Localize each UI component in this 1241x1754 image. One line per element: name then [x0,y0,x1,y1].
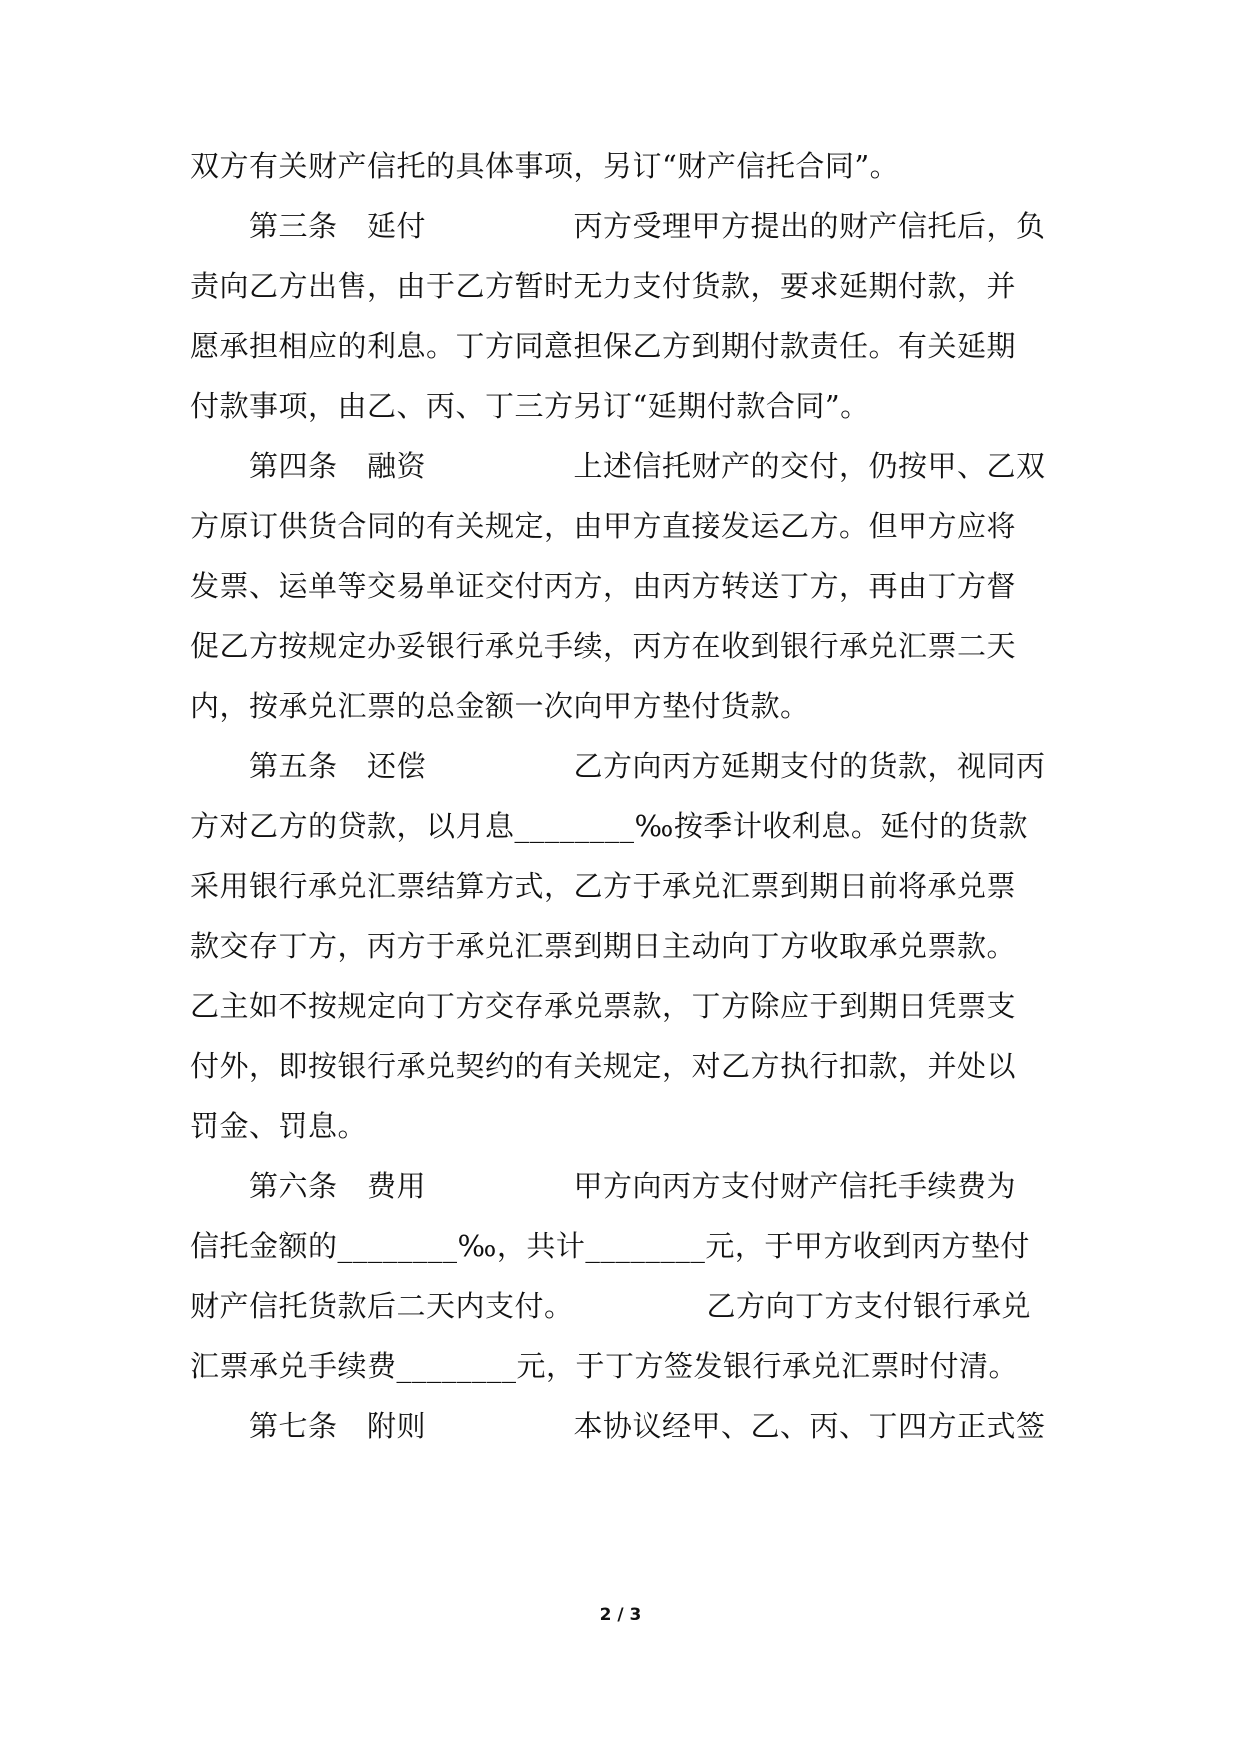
body-line: 付款事项，由乙、丙、丁三方另订“延期付款合同”。 [190,389,870,423]
article-3-heading-line: 第三条 延付 丙方受理甲方提出的财产信托后，负 [190,209,1046,243]
article-5-heading-line: 第五条 还偿 乙方向丙方延期支付的货款，视同丙 [190,749,1046,783]
body-line: 财产信托货款后二天内支付。 乙方向丁方支付银行承兑 [190,1289,1032,1323]
body-line: 乙主如不按规定向丁方交存承兑票款，丁方除应于到期日凭票支 [190,989,1017,1023]
body-line: 方对乙方的贷款，以月息________‰按季计收利息。延付的货款 [190,809,1028,843]
body-line: 促乙方按规定办妥银行承兑手续，丙方在收到银行承兑汇票二天 [190,629,1017,663]
body-line: 双方有关财产信托的具体事项，另订“财产信托合同”。 [190,149,900,183]
body-line: 采用银行承兑汇票结算方式，乙方于承兑汇票到期日前将承兑票 [190,869,1017,903]
body-line: 方原订供货合同的有关规定，由甲方直接发运乙方。但甲方应将 [190,509,1017,543]
body-line: 款交存丁方，丙方于承兑汇票到期日主动向丁方收取承兑票款。 [190,929,1017,963]
body-line: 汇票承兑手续费________元，于丁方签发银行承兑汇票时付清。 [190,1349,1019,1383]
page-number: 2 / 3 [599,1605,642,1625]
body-line: 信托金额的________‰，共计________元，于甲方收到丙方垫付 [190,1229,1030,1263]
article-7-heading-line: 第七条 附则 本协议经甲、乙、丙、丁四方正式签 [190,1409,1046,1443]
body-line: 内，按承兑汇票的总金额一次向甲方垫付货款。 [190,689,810,723]
body-line: 愿承担相应的利息。丁方同意担保乙方到期付款责任。有关延期 [190,329,1017,363]
article-6-heading-line: 第六条 费用 甲方向丙方支付财产信托手续费为 [190,1169,1017,1203]
body-line: 发票、运单等交易单证交付丙方，由丙方转送丁方，再由丁方督 [190,569,1017,603]
body-line: 罚金、罚息。 [190,1109,368,1143]
body-line: 付外，即按银行承兑契约的有关规定，对乙方执行扣款，并处以 [190,1049,1017,1083]
body-line: 责向乙方出售，由于乙方暂时无力支付货款，要求延期付款，并 [190,269,1017,303]
article-4-heading-line: 第四条 融资 上述信托财产的交付，仍按甲、乙双 [190,449,1046,483]
